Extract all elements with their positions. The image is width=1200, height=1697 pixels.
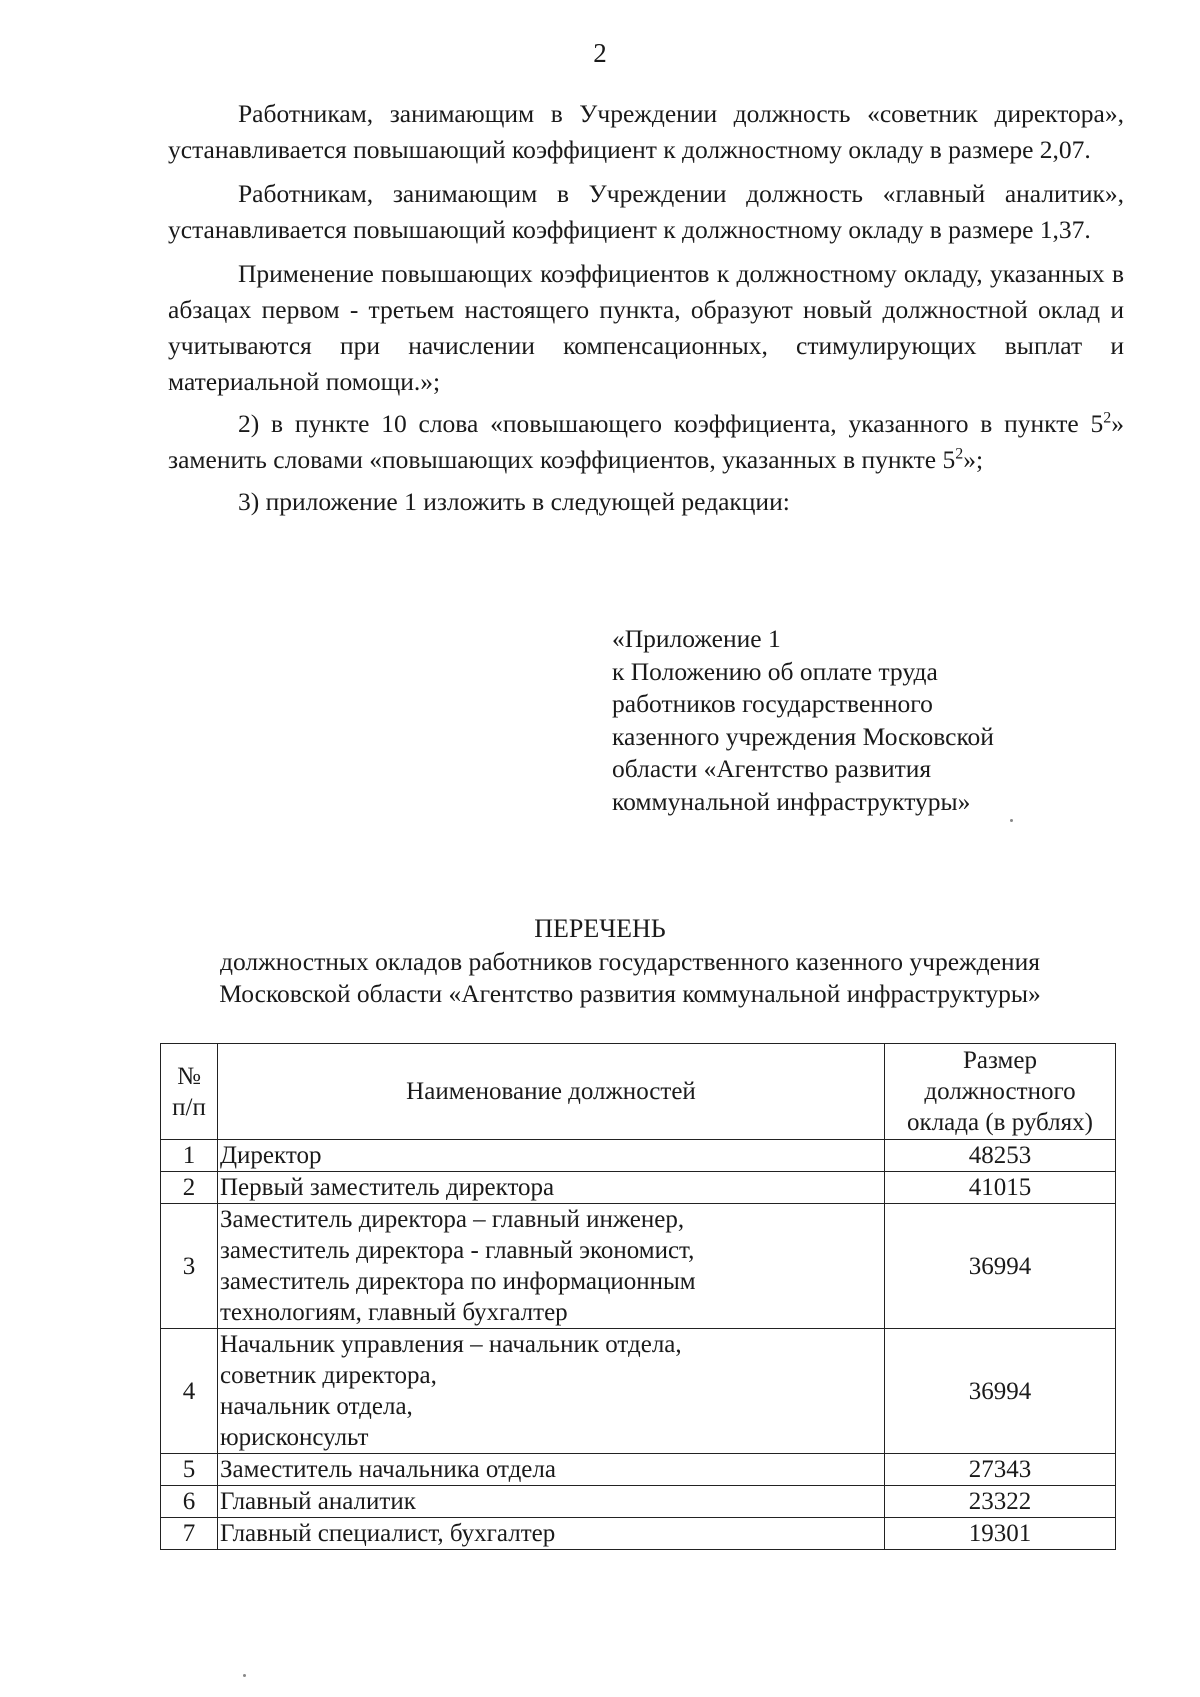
table-body (161, 1140, 1116, 1550)
header-salary-line: должностного (924, 1078, 1076, 1105)
table-row (161, 1486, 1116, 1518)
paragraph-coefficient-application: Применение повышающих коэффициентов к должностному окладу, указанных в абзацах первом - третьем настоящего пункта, образуют новый должностной оклад и учитываются при начислении компенсационных, стимулирующих выплат и материальной помощи.»; (168, 259, 1124, 396)
salary-value: 23322 (885, 1486, 1116, 1518)
header-salary (885, 1044, 1116, 1140)
scan-speck (243, 1674, 246, 1677)
position-name-line: Начальник управления – начальник отдела, (220, 1331, 682, 1358)
header-number-line: п/п (172, 1093, 206, 1121)
position-name-line: Заместитель директора – главный инженер, (220, 1206, 685, 1233)
salary-table (160, 1043, 1116, 1550)
header-number (161, 1044, 218, 1140)
superscript: 2 (1103, 409, 1112, 427)
row-number: 4 (161, 1329, 218, 1454)
appendix-line: области «Агентство развития (612, 754, 932, 783)
table-row (161, 1172, 1116, 1204)
header-salary-line: оклада (в рублях) (907, 1109, 1093, 1136)
list-subtitle (130, 946, 1130, 1010)
header-number-line: № (177, 1062, 201, 1090)
page-number: 2 (593, 38, 607, 68)
position-name-line: Первый заместитель директора (220, 1174, 555, 1201)
list-title: ПЕРЕЧЕНЬ (534, 914, 666, 943)
item-2-part2: » заменить словами «повышающих коэффициентов, указанных в пункте 5 (168, 409, 1124, 474)
salary-value: 41015 (885, 1172, 1116, 1204)
position-name (218, 1329, 885, 1454)
row-number: 1 (161, 1140, 218, 1172)
salary-value: 48253 (885, 1140, 1116, 1172)
superscript: 2 (955, 445, 964, 463)
paragraph-analyst-coefficient: Работникам, занимающим в Учреждении должность «главный аналитик», устанавливается повышающий коэффициент к должностному окладу в размере 1,37. (168, 179, 1124, 244)
salary-value: 19301 (885, 1518, 1116, 1550)
item-3-text: 3) приложение 1 изложить в следующей редакции: (238, 487, 790, 516)
position-name (218, 1204, 885, 1329)
paragraph-advisor-coefficient: Работникам, занимающим в Учреждении должность «советник директора», устанавливается повышающий коэффициент к должностному окладу в размере 2,07. (168, 99, 1124, 164)
position-name-line: советник директора, (220, 1362, 437, 1389)
row-number: 3 (161, 1204, 218, 1329)
position-name-line: заместитель директора по информационным (220, 1268, 696, 1295)
table-row (161, 1454, 1116, 1486)
appendix-line: к Положению об оплате труда (612, 656, 938, 686)
position-name-line: Главный аналитик (220, 1488, 416, 1515)
position-name-line: заместитель директора - главный экономист, (220, 1237, 695, 1264)
row-number: 2 (161, 1172, 218, 1204)
row-number: 7 (161, 1518, 218, 1550)
position-name-line: начальник отдела, (220, 1393, 413, 1420)
table-header-row (161, 1044, 1116, 1140)
header-position-name: Наименование должностей (218, 1044, 885, 1140)
position-name (218, 1454, 885, 1486)
body-text (168, 96, 1124, 528)
item-2-part3: »; (963, 445, 984, 474)
position-name (218, 1518, 885, 1550)
salary-value: 36994 (885, 1204, 1116, 1329)
appendix-header (612, 623, 1092, 818)
position-name (218, 1486, 885, 1518)
appendix-line: коммунальной инфраструктуры» (612, 786, 971, 816)
appendix-line: работников государственного (612, 689, 933, 718)
salary-value: 36994 (885, 1329, 1116, 1454)
position-name-line: Директор (220, 1142, 322, 1169)
scan-speck (1010, 819, 1013, 822)
table-row (161, 1204, 1116, 1329)
table-row (161, 1518, 1116, 1550)
position-name (218, 1140, 885, 1172)
position-name-line: юрисконсульт (220, 1424, 369, 1451)
appendix-line: казенного учреждения Московской (612, 721, 994, 751)
list-subtitle-line: должностных окладов работников государственного казенного учреждения (220, 947, 1040, 976)
row-number: 5 (161, 1454, 218, 1486)
position-name-line: Заместитель начальника отдела (220, 1456, 556, 1483)
position-name-line: Главный специалист, бухгалтер (220, 1520, 556, 1547)
header-salary-line: Размер (963, 1047, 1037, 1074)
salary-value: 27343 (885, 1454, 1116, 1486)
table-row (161, 1140, 1116, 1172)
item-2-part1: 2) в пункте 10 слова «повышающего коэффициента, указанного в пункте 5 (238, 409, 1104, 438)
item-2-text (168, 406, 1124, 478)
appendix-line: «Приложение 1 (612, 624, 781, 653)
position-name (218, 1172, 885, 1204)
row-number: 6 (161, 1486, 218, 1518)
list-subtitle-line: Московской области «Агентство развития коммунальной инфраструктуры» (219, 979, 1041, 1008)
position-name-line: технологиям, главный бухгалтер (220, 1299, 568, 1326)
table-row (161, 1329, 1116, 1454)
